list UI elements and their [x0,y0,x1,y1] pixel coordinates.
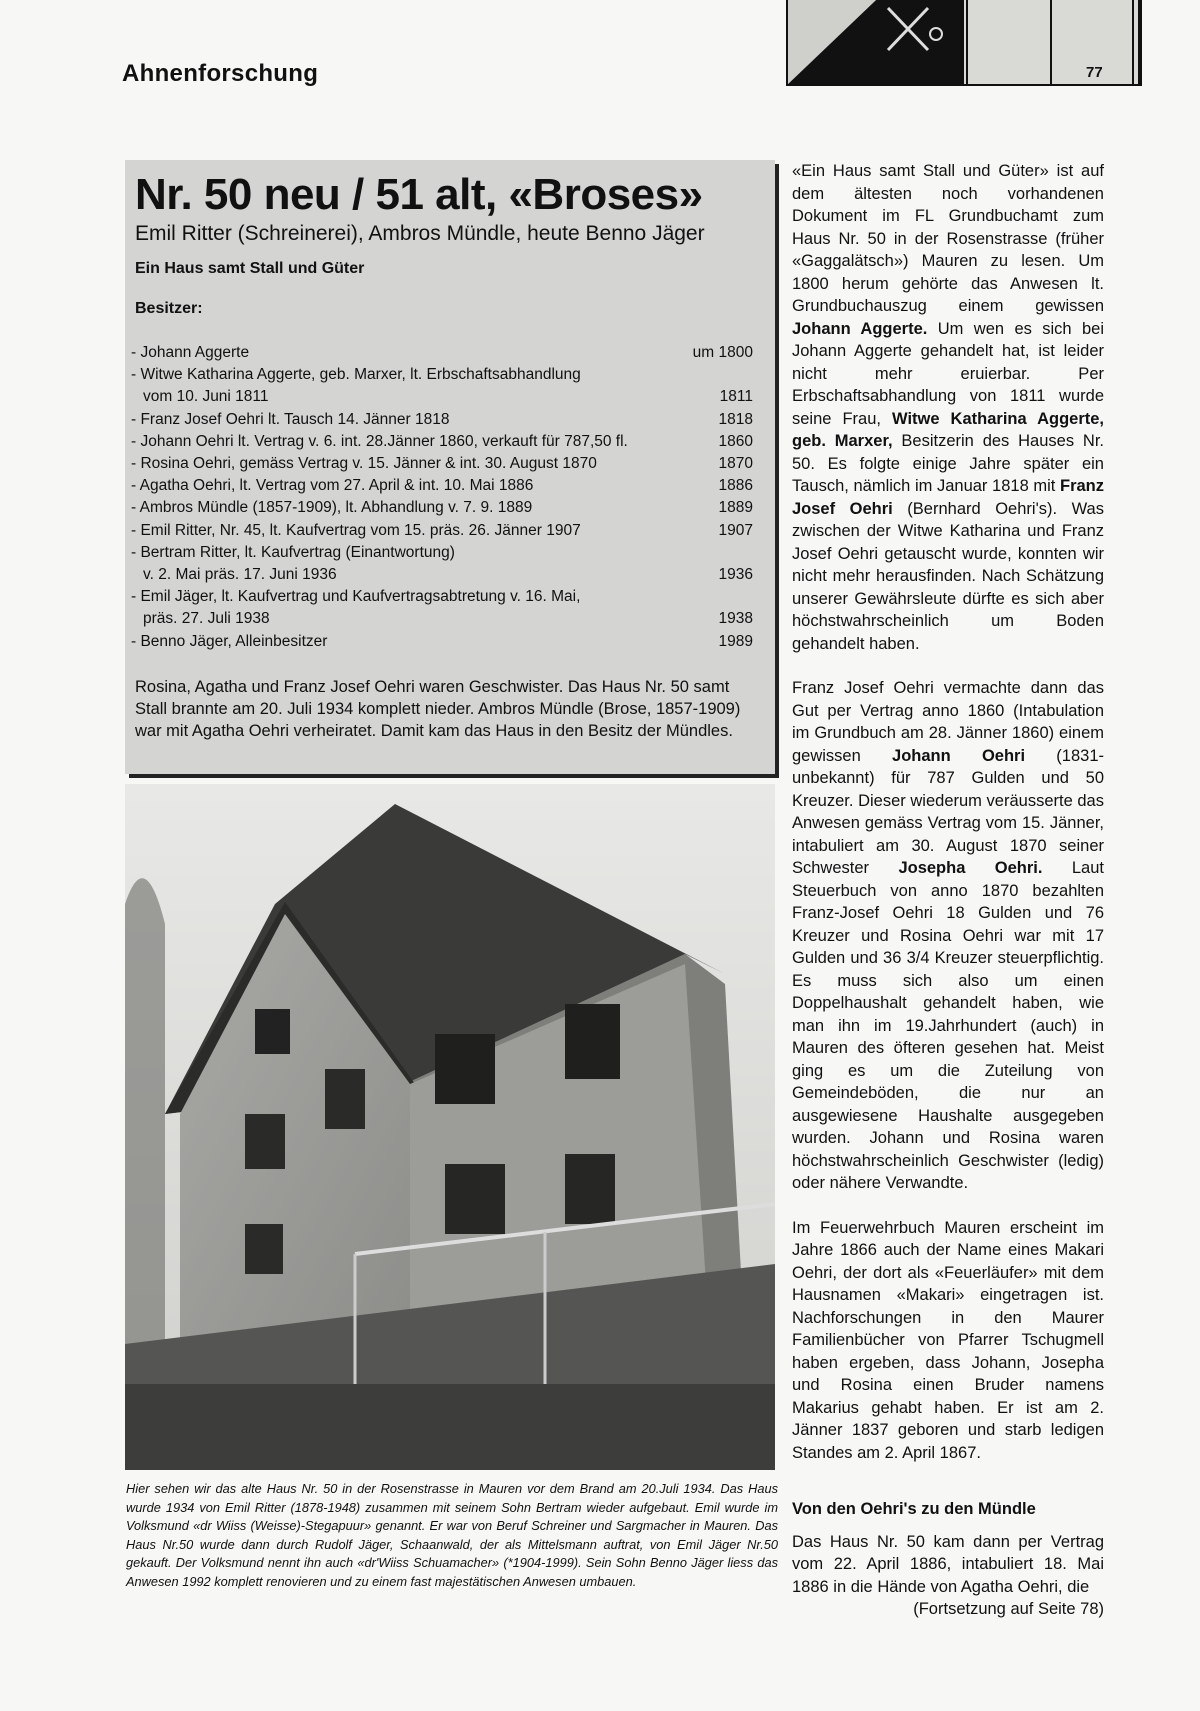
house-photo-image [125,784,775,1470]
photo-caption: Hier sehen wir das alte Haus Nr. 50 in der Rosenstrasse in Mauren vor dem Brand am 20.Juli 1934. Das Haus wurde 1934 von Emil Ritter (1878-1948) zusammen mit seinem Sohn Bertram wieder aufgebaut. Emil wurde im Volksmund «dr Wiiss (Weisse)-Stegapuur» genannt. Er war von Beruf Schreiner und Sargmacher in Mauren. Das Haus Nr.50 wurde dann durch Rudolf Jäger, Schaanwald, der als Mittelsmann auftrat, von Emil Jäger Nr.50 gekauft. Der Volksmund nennt ihn auch «dr'Wiiss Schuamacher» (*1904-1999). Sein Sohn Benno Jäger liess das Anwesen 1992 komplett renovieren und zu einem fast majestätischen Anwesen umbauen. [126,1481,778,1589]
paragraph-1: «Ein Haus samt Stall und Güter» ist auf dem ältesten noch vorhandenen Dokument im FL Grundbuchamt zum Haus Nr. 50 in der Rosenstrasse (früher «Gaggalätsch») Mauren zu lesen. Um 1800 herum gehörte das Anwesen lt. Grundbuchauszug einem gewissen Johann Aggerte. Um wen es sich bei Johann Aggerte gehandelt hat, ist leider nicht mehr eruierbar. Per Erbschaftsabhandlung von 1811 wurde seine Frau, Witwe Katharina Aggerte, geb. Marxer, Besitzerin des Hauses Nr. 50. Es folgte einige Jahre später ein Tausch, nämlich im Januar 1818 mit Franz Josef Oehri (Bernhard Oehri's). Was zwischen der Witwe Katharina und Franz Josef Oehri getauscht wurde, konnten wir nicht mehr herausfinden. Nach Schätzung unserer Gewährsleute dürfte es sich aber höchstwahrscheinlich um Boden gehandelt haben. [792,162,1105,653]
paragraph-2: Franz Josef Oehri vermachte dann das Gut per Vertrag anno 1860 (Intabulation im Grundbuch am 28. Jänner 1860) einem gewissen Johann Oehri (1831-unbekannt) für 787 Gulden und 50 Kreuzer. Dieser wiederum veräusserte das Anwesen gemäss Vertrag vom 15. Jänner, intabuliert am 30. August 1870 seiner Schwester Josepha Oehri. Laut Steuerbuch von anno 1870 bezahlten Franz-Josef Oehri 18 Gulden und 76 Kreuzer und Rosina Oehri war mit 17 Gulden und 36 3/4 Kreuzer steuerpflichtig. Es muss sich also um einen Doppelhaushalt gehandelt haben, wie man ihn im 19.Jahrhundert (auch) in Mauren des öfteren gesehen hat. Meist ging es um die Zuteilung von Gemeindeböden, die nur an ausgewiesene Haushalte ausgegeben wurden. Johann und Rosina waren höchstwahrscheinlich Geschwister (ledig) oder nähere Verwandte. [792,679,1105,1192]
house-tagline: Ein Haus samt Stall und Güter [135,260,365,277]
owner-row: - Ambros Mündle (1857-1909), lt. Abhandlung v. 7. 9. 1889 1889 [131,499,753,517]
owner-row: vom 10. Juni 1811 1811 [143,388,753,406]
owner-row: - Johann Oehri lt. Vertrag v. 6. int. 28.Jänner 1860, verkauft für 787,50 fl. 1860 [131,432,753,450]
house-subtitle: Emil Ritter (Schreinerei), Ambros Mündle, heute Benno Jäger [135,222,705,245]
paragraph-4: Das Haus Nr. 50 kam dann per Vertrag vom 22. April 1886, intabuliert 18. Mai 1886 in die Hände von Agatha Oehri, die [792,1532,1104,1596]
house-title: Nr. 50 neu / 51 alt, «Broses» [135,170,703,219]
owner-row: - Bertram Ritter, lt. Kaufvertrag (Einantwortung) [131,543,455,561]
owners-list [131,342,753,653]
owner-row: - Agatha Oehri, lt. Vertrag vom 27. April & int. 10. Mai 1886 1886 [131,477,753,495]
house-photo [125,784,775,1470]
house-infobox [125,160,775,774]
owner-row: - Johann Aggerte um 1800 [131,344,753,361]
owner-row: - Benno Jäger, Alleinbesitzer 1989 [131,632,753,650]
section-title: Ahnenforschung [122,60,319,87]
coat-of-arms-icon [788,0,964,84]
owners-heading: Besitzer: [135,300,203,317]
owner-row: - Emil Jäger, lt. Kaufvertrag und Kaufvertragsabtretung v. 16. Mai, [131,588,581,606]
infobox-note: Rosina, Agatha und Franz Josef Oehri waren Geschwister. Das Haus Nr. 50 samt Stall brannte am 20. Juli 1934 komplett nieder. Ambros Mündle (Brose, 1857-1909) war mit Agatha Oehri verheiratet. Damit kam das Haus in den Besitz der Mündles. [135,678,741,740]
owner-row: - Rosina Oehri, gemäss Vertrag v. 15. Jänner & int. 30. August 1870 1870 [131,455,753,473]
paragraph-3: Im Feuerwehrbuch Mauren erscheint im Jahre 1866 auch der Name eines Makari Oehri, der dort als «Feuerläufer» mit dem Hausnamen «Makari» eingetragen ist. Nachforschungen in den Maurer Familienbücher von Pfarrer Tschugmell haben ergeben, dass Johann, Josepha und Rosina einen Bruder namens Makarius gehabt haben. Er ist am 2. Jänner 1837 geboren und starb ledigen Standes am 2. April 1867. [792,1218,1104,1462]
page-number: 77 [1086,64,1103,81]
article-column [792,160,1104,1621]
continuation-note: (Fortsetzung auf Seite 78) [913,1600,1104,1618]
owner-row: v. 2. Mai präs. 17. Juni 1936 1936 [143,566,753,584]
owner-row: - Emil Ritter, Nr. 45, lt. Kaufvertrag vom 15. präs. 26. Jänner 1907 1907 [131,521,753,539]
owner-row: präs. 27. Juli 1938 1938 [143,610,753,628]
subheading: Von den Oehri's zu den Mündle [792,1500,1036,1518]
owner-row: - Franz Josef Oehri lt. Tausch 14. Jänner 1818 1818 [131,410,753,428]
owner-row: - Witwe Katharina Aggerte, geb. Marxer, lt. Erbschaftsabhandlung [131,366,581,384]
